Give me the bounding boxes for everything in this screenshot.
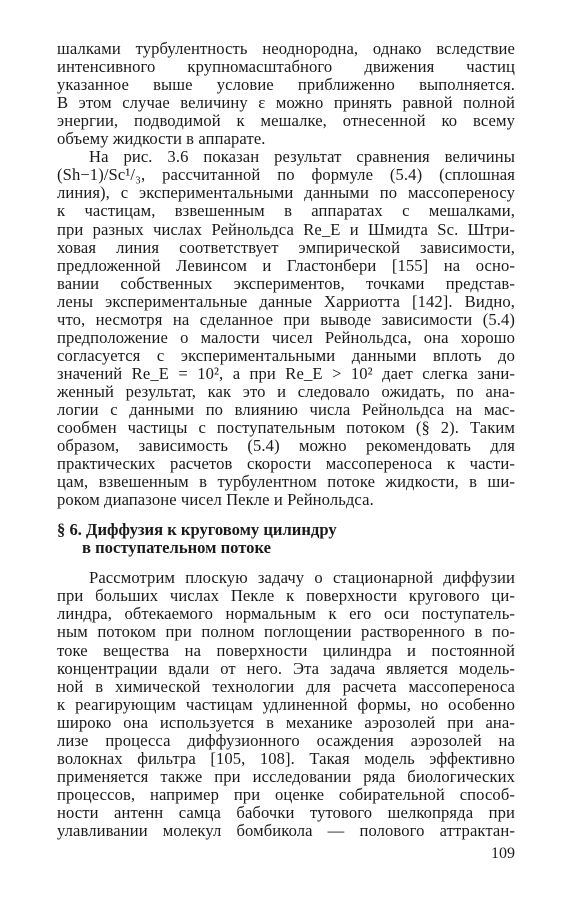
text-line: цам, взвешенным в турбулентном потоке жидкости, в ши- bbox=[57, 472, 515, 492]
text-line: улавливании молекул бомбикола — полового аттрактан- bbox=[57, 821, 515, 840]
text-line: при больших числах Пекле к поверхности кругового ци- bbox=[57, 586, 515, 606]
text-line: ховая линия соответствует эмпирической зависимости, bbox=[57, 237, 515, 257]
text-line: согласуется с экспериментальными данными вплоть до bbox=[57, 345, 515, 365]
section-heading-line-1: § 6. Диффузия к круговому цилиндру bbox=[57, 520, 337, 540]
text-line: ности антенн самца бабочки тутового шелкопряда при bbox=[57, 802, 515, 822]
text-line: лены экспериментальные данные Харриотта [142]. Видно, bbox=[57, 291, 515, 311]
text-line: роком диапазоне чисел Пекле и Рейнольдса. bbox=[57, 490, 374, 510]
text-line: ным потоком при полном поглощении растворенного в по- bbox=[57, 622, 515, 642]
text-line: На рис. 3.6 показан результат сравнения величины bbox=[89, 147, 515, 167]
text-line: при разных числах Рейнольдса Re_E и Шмидта Sc. Штри- bbox=[57, 219, 515, 239]
text-line: применяется также при исследовании ряда биологических bbox=[57, 766, 515, 786]
text-line: к частицам, взвешенным в аппаратах с мешалками, bbox=[57, 201, 515, 221]
text-line: женный результат, как это и следовало ожидать, по ана- bbox=[57, 381, 515, 401]
text-line: процессов, например при оценке собирательной способ- bbox=[57, 784, 515, 804]
text-line: линия), с экспериментальными данными по массопереносу bbox=[57, 183, 515, 203]
text-line: практических расчетов скорости массопереноса к части- bbox=[57, 454, 515, 474]
text-line: что, несмотря на сделанное при выводе зависимости (5.4) bbox=[57, 309, 515, 329]
text-line: ной в химической технологии для расчета массопереноса bbox=[57, 676, 515, 696]
text-line: Рассмотрим плоскую задачу о стационарной диффузии bbox=[89, 568, 515, 588]
text-line: концентрации вдали от него. Эта задача является модель- bbox=[57, 658, 515, 678]
text-line: логии с данными по влиянию числа Рейнольдса на мас- bbox=[57, 399, 515, 419]
text-line: интенсивного крупномасштабного движения частиц bbox=[57, 57, 515, 76]
text-line: линдра, обтекаемого нормальным к его оси поступатель- bbox=[57, 604, 515, 624]
text-line: вании собственных экспериментов, точками представ- bbox=[57, 273, 515, 293]
text-line: значений Re_E = 10², а при Re_E > 10² дает слегка зани- bbox=[57, 363, 515, 383]
text-line: образом, зависимость (5.4) можно рекомендовать для bbox=[57, 436, 515, 455]
text-line: объему жидкости в аппарате. bbox=[57, 129, 266, 149]
text-line: сообмен частицы с поступательным потоком (§ 2). Таким bbox=[57, 418, 515, 437]
page-number: 109 bbox=[491, 845, 515, 862]
text-line: широко она используется в механике аэрозолей при ана- bbox=[57, 712, 515, 732]
text-line: энергии, подводимой к мешалке, отнесенной ко всему bbox=[57, 111, 515, 131]
text-line: шалками турбулентность неоднородна, однако вследствие bbox=[57, 39, 515, 58]
text-line: предложенной Левинсом и Гластонбери [155] на осно- bbox=[57, 255, 515, 275]
text-line: предположение о малости чисел Рейнольдса, она хорошо bbox=[57, 327, 515, 347]
text-line: к реагирующим частицам удлиненной формы, но особенно bbox=[57, 694, 515, 714]
text-line: токе вещества на поверхности цилиндра и постоянной bbox=[57, 640, 515, 660]
text-line: волокнах фильтра [105, 108]. Такая модель эффективно bbox=[57, 748, 515, 768]
text-line: лизе процесса диффузионного осаждения аэрозолей на bbox=[57, 730, 515, 750]
text-line: указанное выше условие приближенно выполняется. bbox=[57, 75, 515, 95]
text-line: (Sh−1)/Sc¹/₃, рассчитанной по формуле (5.4) (сплошная bbox=[57, 165, 515, 185]
section-heading-line-2: в поступательном потоке bbox=[82, 538, 271, 558]
text-line: В этом случае величину ε можно принять равной полной bbox=[57, 93, 515, 113]
